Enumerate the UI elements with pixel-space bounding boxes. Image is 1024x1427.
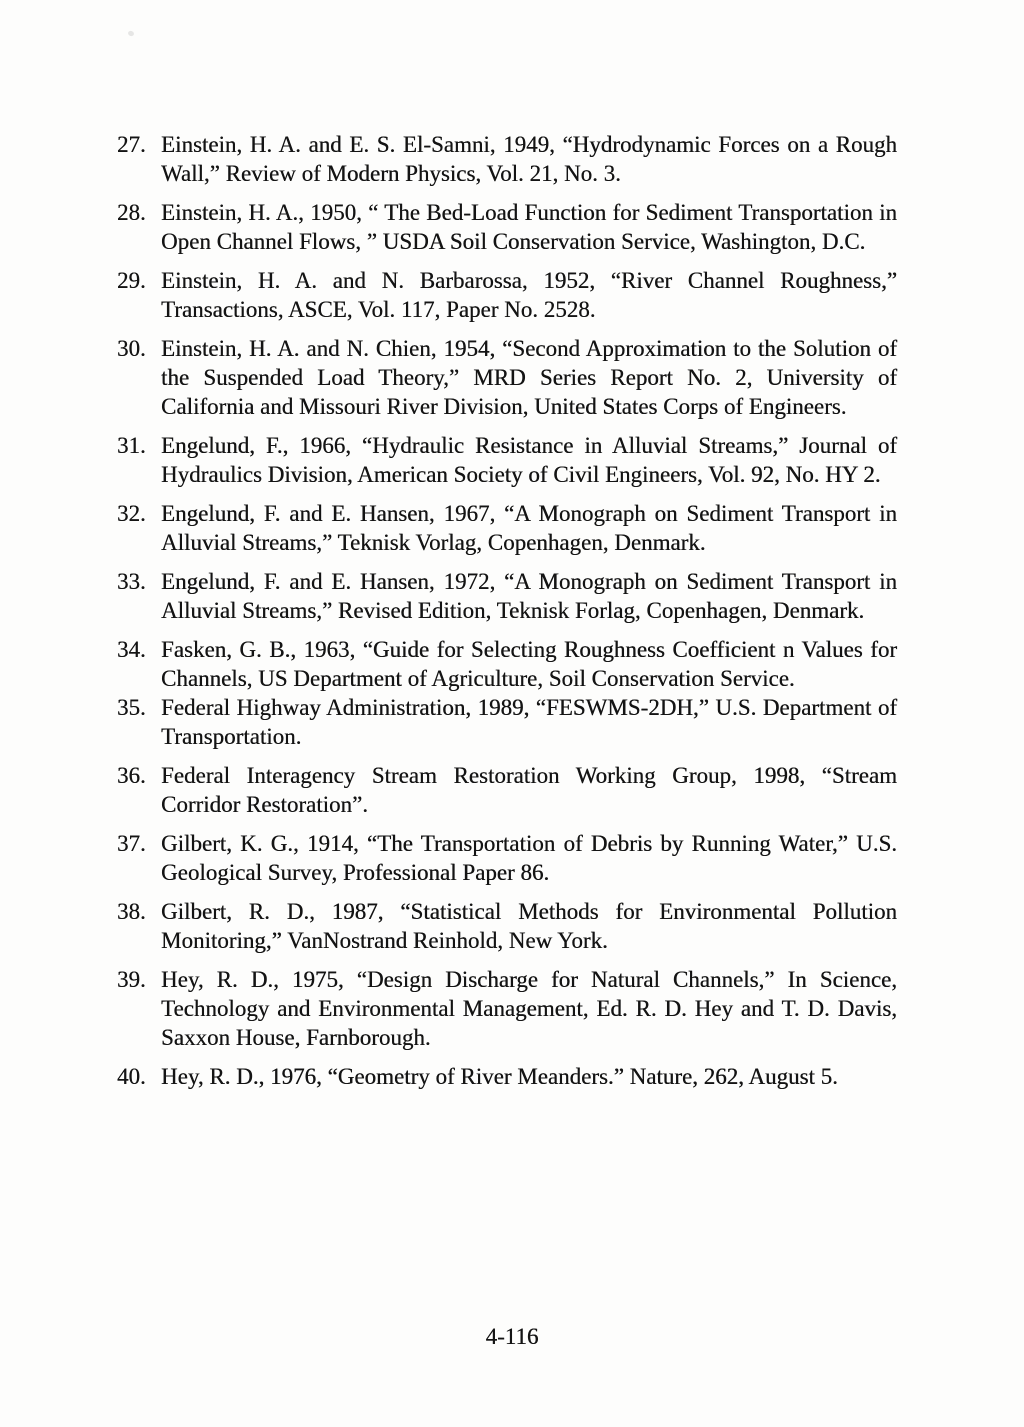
reference-number: 39.: [117, 967, 146, 992]
reference-number: 36.: [117, 763, 146, 788]
reference-text: Einstein, H. A., 1950, “ The Bed-Load Function for Sediment Transportation in Open Channel Flows, ” USDA Soil Conservation Service, Washington, D.C.: [161, 200, 897, 254]
reference-item: [117, 761, 897, 819]
reference-text: Gilbert, R. D., 1987, “Statistical Methods for Environmental Pollution Monitoring,” VanNostrand Reinhold, New York.: [161, 899, 897, 953]
reference-item: [117, 567, 897, 625]
reference-number: 28.: [117, 200, 146, 225]
reference-item: [117, 693, 897, 751]
reference-text: Einstein, H. A. and N. Chien, 1954, “Second Approximation to the Solution of the Suspended Load Theory,” MRD Series Report No. 2, University of California and Missouri River Division, United States Corps of Engineers.: [161, 336, 897, 419]
scan-artifact: [127, 30, 134, 37]
reference-text: Engelund, F. and E. Hansen, 1972, “A Monograph on Sediment Transport in Alluvial Streams,” Revised Edition, Teknisk Forlag, Copenhagen, Denmark.: [161, 569, 897, 623]
reference-text: Engelund, F., 1966, “Hydraulic Resistance in Alluvial Streams,” Journal of Hydraulics Division, American Society of Civil Engineers, Vol. 92, No. HY 2.: [161, 433, 897, 487]
reference-text: Engelund, F. and E. Hansen, 1967, “A Monograph on Sediment Transport in Alluvial Streams,” Teknisk Vorlag, Copenhagen, Denmark.: [161, 501, 897, 555]
reference-text: Einstein, H. A. and E. S. El-Samni, 1949, “Hydrodynamic Forces on a Rough Wall,” Review of Modern Physics, Vol. 21, No. 3.: [161, 132, 897, 186]
reference-text: Fasken, G. B., 1963, “Guide for Selecting Roughness Coefficient n Values for Channels, US Department of Agriculture, Soil Conservation Service.: [161, 637, 897, 691]
reference-number: 34.: [117, 637, 146, 662]
reference-number: 33.: [117, 569, 146, 594]
reference-text: Federal Highway Administration, 1989, “FESWMS-2DH,” U.S. Department of Transportation.: [161, 695, 897, 749]
reference-item: [117, 334, 897, 421]
reference-number: 30.: [117, 336, 146, 361]
reference-text: Hey, R. D., 1976, “Geometry of River Meanders.” Nature, 262, August 5.: [161, 1064, 838, 1089]
reference-text: Hey, R. D., 1975, “Design Discharge for Natural Channels,” In Science, Technology and Environmental Management, Ed. R. D. Hey and T. D. Davis, Saxxon House, Farnborough.: [161, 967, 897, 1050]
page-number: 4-116: [485, 1324, 539, 1349]
reference-text: Federal Interagency Stream Restoration Working Group, 1998, “Stream Corridor Restoration”.: [161, 763, 897, 817]
reference-number: 40.: [117, 1064, 146, 1089]
reference-item: [117, 266, 897, 324]
reference-item: [117, 635, 897, 693]
reference-text: Einstein, H. A. and N. Barbarossa, 1952, “River Channel Roughness,” Transactions, ASCE, Vol. 117, Paper No. 2528.: [161, 268, 897, 322]
reference-text: Gilbert, K. G., 1914, “The Transportation of Debris by Running Water,” U.S. Geological Survey, Professional Paper 86.: [161, 831, 897, 885]
reference-item: [117, 130, 897, 188]
reference-item: [117, 499, 897, 557]
reference-number: 38.: [117, 899, 146, 924]
reference-number: 31.: [117, 433, 146, 458]
reference-item: [117, 829, 897, 887]
reference-item: [117, 1062, 897, 1091]
reference-number: 35.: [117, 695, 146, 720]
reference-number: 27.: [117, 132, 146, 157]
reference-list: [117, 130, 897, 1101]
reference-item: [117, 198, 897, 256]
reference-number: 29.: [117, 268, 146, 293]
reference-number: 32.: [117, 501, 146, 526]
reference-item: [117, 431, 897, 489]
reference-item: [117, 897, 897, 955]
reference-item: [117, 965, 897, 1052]
reference-number: 37.: [117, 831, 146, 856]
